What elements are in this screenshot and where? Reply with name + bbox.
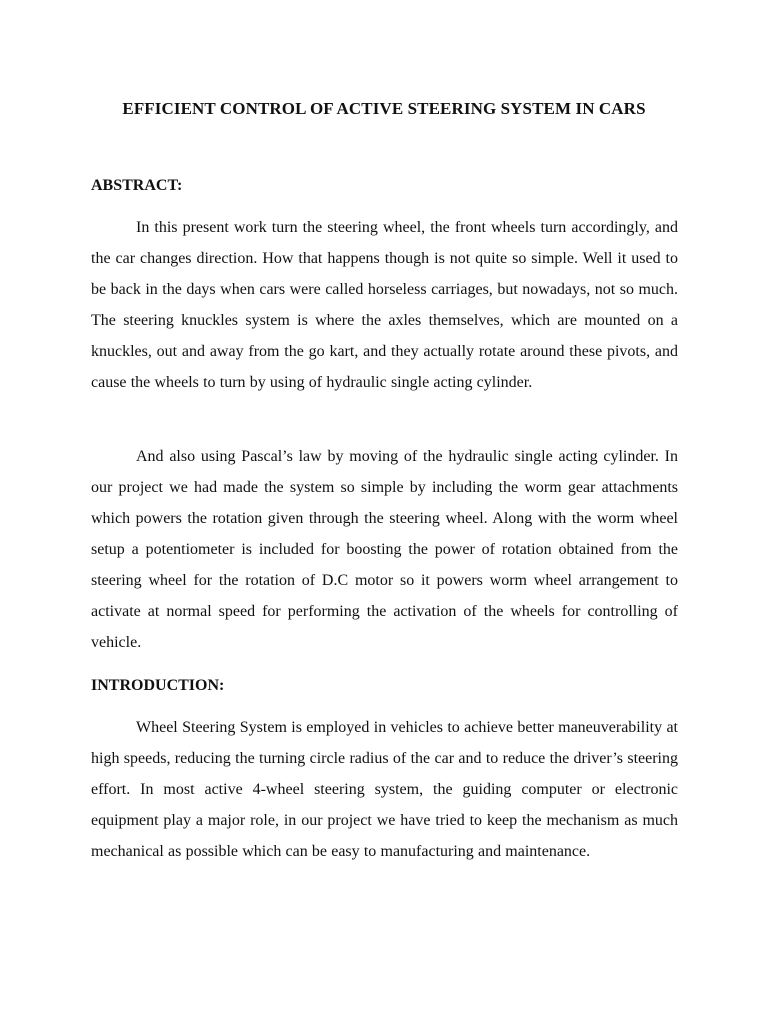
introduction-paragraph-1: Wheel Steering System is employed in vehicles to achieve better maneuverability at high speeds, reducing the turning circle radius of the car and to reduce the driver’s steering effort. In most active 4-wheel steering system, the guiding computer or electronic equipment play a major role, in our project we have tried to keep the mechanism as much mechanical as possible which can be easy to manufacturing and maintenance. [91, 719, 678, 860]
abstract-heading: ABSTRACT: [91, 177, 183, 194]
introduction-heading: INTRODUCTION: [91, 677, 225, 694]
document-title: EFFICIENT CONTROL OF ACTIVE STEERING SYSTEM IN CARS [122, 99, 646, 118]
abstract-paragraph-2: And also using Pascal’s law by moving of the hydraulic single acting cylinder. In our project we had made the system so simple by including the worm gear attachments which powers the rotation given through the steering wheel. Along with the worm wheel setup a potentiometer is included for boosting the power of rotation obtained from the steering wheel for the rotation of D.C motor so it powers worm wheel arrangement to activate at normal speed for performing the activation of the wheels for controlling of vehicle. [91, 448, 678, 651]
abstract-paragraph-1: In this present work turn the steering wheel, the front wheels turn accordingly, and the car changes direction. How that happens though is not quite so simple. Well it used to be back in the days when cars were called horseless carriages, but nowadays, not so much. The steering knuckles system is where the axles themselves, which are mounted on a knuckles, out and away from the go kart, and they actually rotate around these pivots, and cause the wheels to turn by using of hydraulic single acting cylinder. [91, 219, 678, 391]
